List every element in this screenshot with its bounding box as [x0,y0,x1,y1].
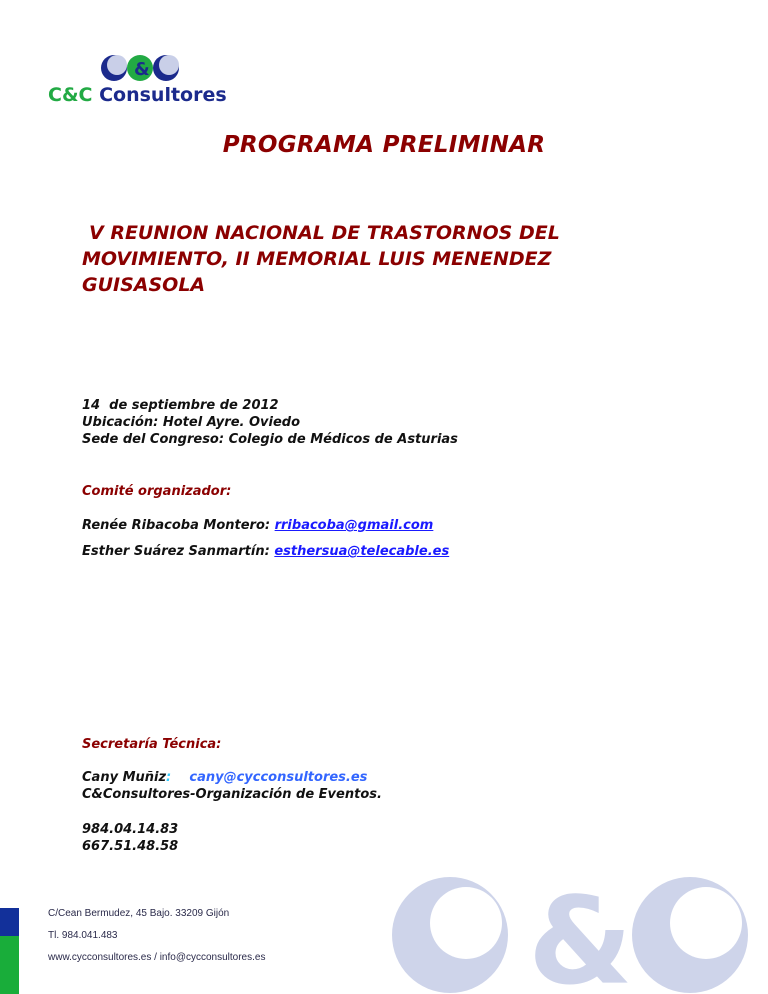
event-date: 14 de septiembre de 2012 [82,398,279,413]
member-name: Esther Suárez Sanmartín: [82,544,270,559]
logo-text-cc: C&C [48,84,93,106]
secretariat-email-link[interactable]: cany@cycconsultores.es [189,770,368,785]
member-email-link[interactable]: esthersua@telecable.es [274,544,450,559]
footer-bar-green [0,936,19,994]
company-logo [48,48,233,110]
subtitle-line: MOVIMIENTO, II MEMORIAL LUIS MENENDEZ [82,248,552,270]
committee-member [82,543,449,560]
logo-circles-icon [48,48,233,84]
secretariat-name: Cany Muñiz [82,770,167,785]
subtitle-line: V REUNION NACIONAL DE TRASTORNOS DEL [89,222,560,244]
logo-text-name: Consultores [99,84,227,106]
secretariat-heading: Secretaría Técnica: [82,737,222,752]
event-info [82,397,458,448]
committee-member [82,517,433,534]
svg-text:&: & [528,873,633,994]
footer-web: www.cycconsultores.es / info@cycconsultores.es [48,952,266,963]
member-email-link[interactable]: rribacoba@gmail.com [274,518,434,533]
event-venue: Sede del Congreso: Colegio de Médicos de Asturias [82,432,458,447]
committee-heading: Comité organizador: [82,484,232,499]
member-name: Renée Ribacoba Montero: [82,518,271,533]
secretariat-colon: : [166,770,172,785]
subtitle-line: GUISASOLA [82,274,206,296]
event-location: Ubicación: Hotel Ayre. Oviedo [82,415,301,430]
event-subtitle [82,220,560,298]
footer-bar-blue [0,908,19,936]
page-title: PROGRAMA PRELIMINAR [222,132,546,158]
secretariat-phone: 667.51.48.58 [82,839,179,854]
footer-address: C/Cean Bermudez, 45 Bajo. 33209 Gijón [48,908,230,919]
secretariat-org: C&Consultores-Organización de Eventos. [82,787,382,802]
secretariat-phone: 984.04.14.83 [82,822,179,837]
svg-text:&: & [134,59,150,80]
secretariat-block [82,769,382,855]
watermark-logo-icon [360,855,768,994]
footer-phone: Tl. 984.041.483 [48,930,118,941]
